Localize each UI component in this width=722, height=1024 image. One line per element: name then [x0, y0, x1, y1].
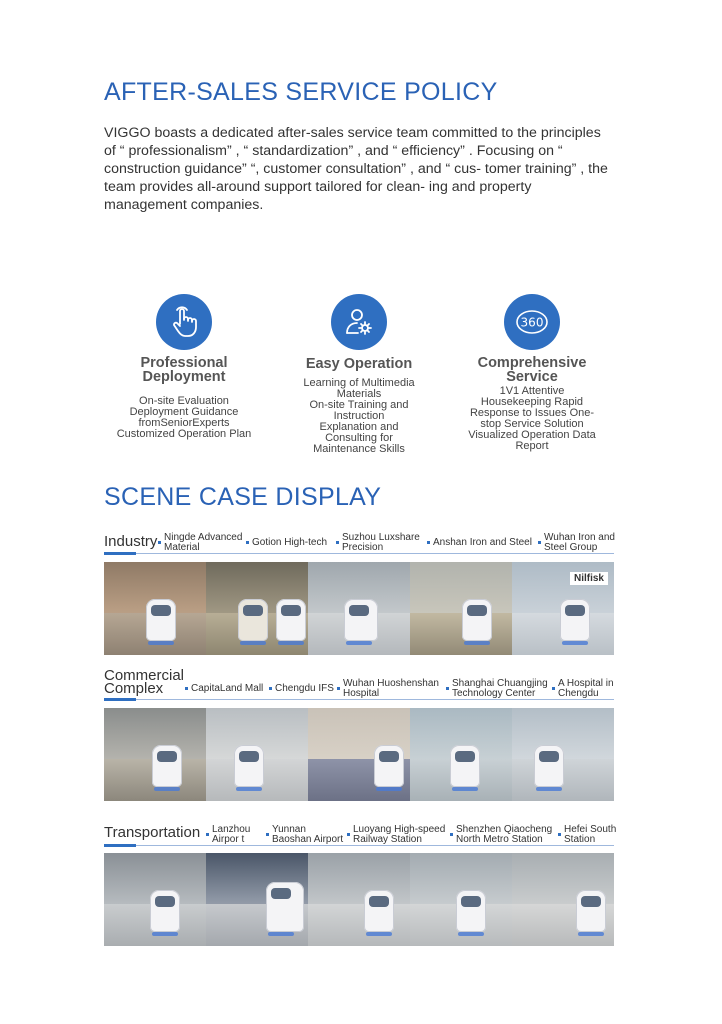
tag-line: Chengdu — [558, 687, 599, 699]
tag-line: Chengdu IFS — [275, 683, 334, 694]
bullet-icon — [246, 541, 249, 544]
bullet-icon — [538, 541, 541, 544]
feature-heading-line: Deployment — [142, 369, 226, 385]
case-photo — [206, 708, 308, 801]
bullet-icon — [427, 541, 430, 544]
tag-line: Wuhan Iron and — [544, 532, 615, 543]
tag-line: Steel Group — [544, 541, 598, 553]
svg-text:360: 360 — [520, 315, 544, 330]
case-photo — [104, 562, 206, 655]
row-divider — [104, 553, 614, 554]
bullet-icon — [158, 541, 161, 544]
case-tag — [158, 533, 242, 552]
intro-paragraph: VIGGO boasts a dedicated after-sales service team committed to the principles of “ professionalism” , “ standardization” , and “ efficiency” . Focusing on “ construction guidance” “, customer consultation” , and “ cus- tomer training” , the team provides all-around support tailored for clean- ing and property management companies. — [104, 125, 608, 213]
row-divider — [104, 699, 614, 700]
row-label-text: Complex — [104, 680, 164, 697]
case-tag — [552, 679, 614, 698]
tag-line: Wuhan Huoshenshan — [343, 678, 439, 689]
row-divider — [104, 845, 614, 846]
bullet-icon — [266, 833, 269, 836]
scene-title: SCENE CASE DISPLAY — [104, 483, 382, 511]
feature-detail: Materials — [336, 388, 382, 400]
feature-detail: Learning of Multimedia — [303, 377, 415, 389]
case-tag — [538, 533, 615, 552]
feature-heading-line: Comprehensive — [477, 355, 587, 371]
case-photo — [206, 853, 308, 946]
bullet-icon — [269, 687, 272, 690]
bullet-icon — [347, 833, 350, 836]
row-label-commercial — [104, 669, 184, 695]
case-tag — [337, 679, 439, 698]
tag-line: Airpor t — [212, 833, 245, 845]
feature-detail: On-site Training and — [309, 399, 409, 411]
row-label-transportation — [104, 826, 200, 839]
case-photo — [410, 562, 512, 655]
case-tag — [185, 684, 263, 694]
brand-sign: Nilfisk — [570, 572, 608, 585]
case-tag — [269, 684, 334, 694]
feature-detail: Maintenance Skills — [313, 443, 405, 455]
tag-line: Gotion High-tech — [252, 537, 328, 548]
tag-line: Hospital — [343, 687, 380, 699]
case-photo — [206, 562, 308, 655]
feature-detail: fromSeniorExperts — [138, 417, 230, 429]
360-icon — [504, 294, 560, 350]
bullet-icon — [185, 687, 188, 690]
case-photo — [104, 853, 206, 946]
row-label-text: Commercial — [104, 667, 185, 684]
case-photo — [512, 853, 614, 946]
feature-detail: Deployment Guidance — [129, 406, 239, 418]
feature-detail: Visualized Operation Data — [468, 429, 596, 441]
case-tag — [266, 825, 343, 844]
feature-heading-line: Service — [506, 369, 558, 385]
row-accent — [104, 552, 136, 555]
feature-detail: Response to Issues One- — [469, 407, 595, 419]
feature-detail: Report — [515, 440, 549, 452]
feature-comprehensive-service — [457, 294, 607, 452]
feature-detail: Housekeeping Rapid — [480, 396, 584, 408]
feature-detail: Consulting for — [325, 432, 393, 444]
bullet-icon — [450, 833, 453, 836]
tag-line: Hefei South — [564, 824, 617, 835]
row-label-text: Industry — [104, 533, 158, 550]
case-photo — [512, 562, 614, 655]
feature-detail: stop Service Solution — [480, 418, 584, 430]
case-tag — [446, 679, 548, 698]
tag-line: Baoshan Airport — [272, 833, 344, 845]
tag-line: Ningde Advanced — [164, 532, 243, 543]
bullet-icon — [446, 687, 449, 690]
tag-line: Suzhou Luxshare — [342, 532, 420, 543]
case-photo — [308, 562, 410, 655]
hand-pointer-icon — [156, 294, 212, 350]
feature-detail: Explanation and — [319, 421, 399, 433]
case-photo — [308, 853, 410, 946]
bullet-icon — [206, 833, 209, 836]
tag-line: Lanzhou — [212, 824, 251, 835]
case-photo — [410, 708, 512, 801]
feature-professional-deployment — [109, 294, 259, 440]
tag-line: Yunnan — [272, 824, 306, 835]
tag-line: A Hospital in — [558, 678, 614, 689]
bullet-icon — [558, 833, 561, 836]
person-gear-icon — [331, 294, 387, 350]
case-photo — [308, 708, 410, 801]
photo-strip-commercial — [104, 708, 614, 801]
case-photo — [512, 708, 614, 801]
tag-line: Shenzhen Qiaocheng — [456, 824, 553, 835]
case-tag — [206, 825, 250, 844]
case-tag — [450, 825, 552, 844]
row-label-industry — [104, 535, 157, 548]
tag-line: Anshan Iron and Steel — [433, 537, 532, 548]
case-photo — [104, 708, 206, 801]
photo-strip-industry — [104, 562, 614, 655]
tag-line: Technology Center — [452, 687, 536, 699]
policy-title: AFTER-SALES SERVICE POLICY — [104, 78, 498, 106]
photo-strip-transportation — [104, 853, 614, 946]
row-accent — [104, 698, 136, 701]
feature-easy-operation — [284, 294, 434, 455]
row-label-text: Transportation — [104, 824, 201, 841]
bullet-icon — [337, 687, 340, 690]
bullet-icon — [552, 687, 555, 690]
case-tag — [558, 825, 616, 844]
feature-detail: Instruction — [333, 410, 385, 422]
feature-detail: 1V1 Attentive — [499, 385, 565, 397]
tag-line: Station — [564, 833, 596, 845]
case-tag — [427, 538, 532, 548]
feature-heading-line: Professional — [140, 355, 228, 371]
case-tag — [347, 825, 445, 844]
bullet-icon — [336, 541, 339, 544]
feature-detail: Customized Operation Plan — [116, 428, 252, 440]
tag-line: Railway Station — [353, 833, 422, 845]
feature-heading-line: Easy Operation — [305, 356, 413, 372]
tag-line: Luoyang High-speed — [353, 824, 446, 835]
tag-line: CapitaLand Mall — [191, 683, 264, 694]
tag-line: Precision — [342, 541, 384, 553]
tag-line: North Metro Station — [456, 833, 543, 845]
tag-line: Material — [164, 541, 200, 553]
row-accent — [104, 844, 136, 847]
case-photo — [410, 853, 512, 946]
case-tag — [246, 538, 327, 548]
feature-detail: On-site Evaluation — [139, 395, 229, 407]
tag-line: Shanghai Chuangjing — [452, 678, 548, 689]
case-tag — [336, 533, 420, 552]
